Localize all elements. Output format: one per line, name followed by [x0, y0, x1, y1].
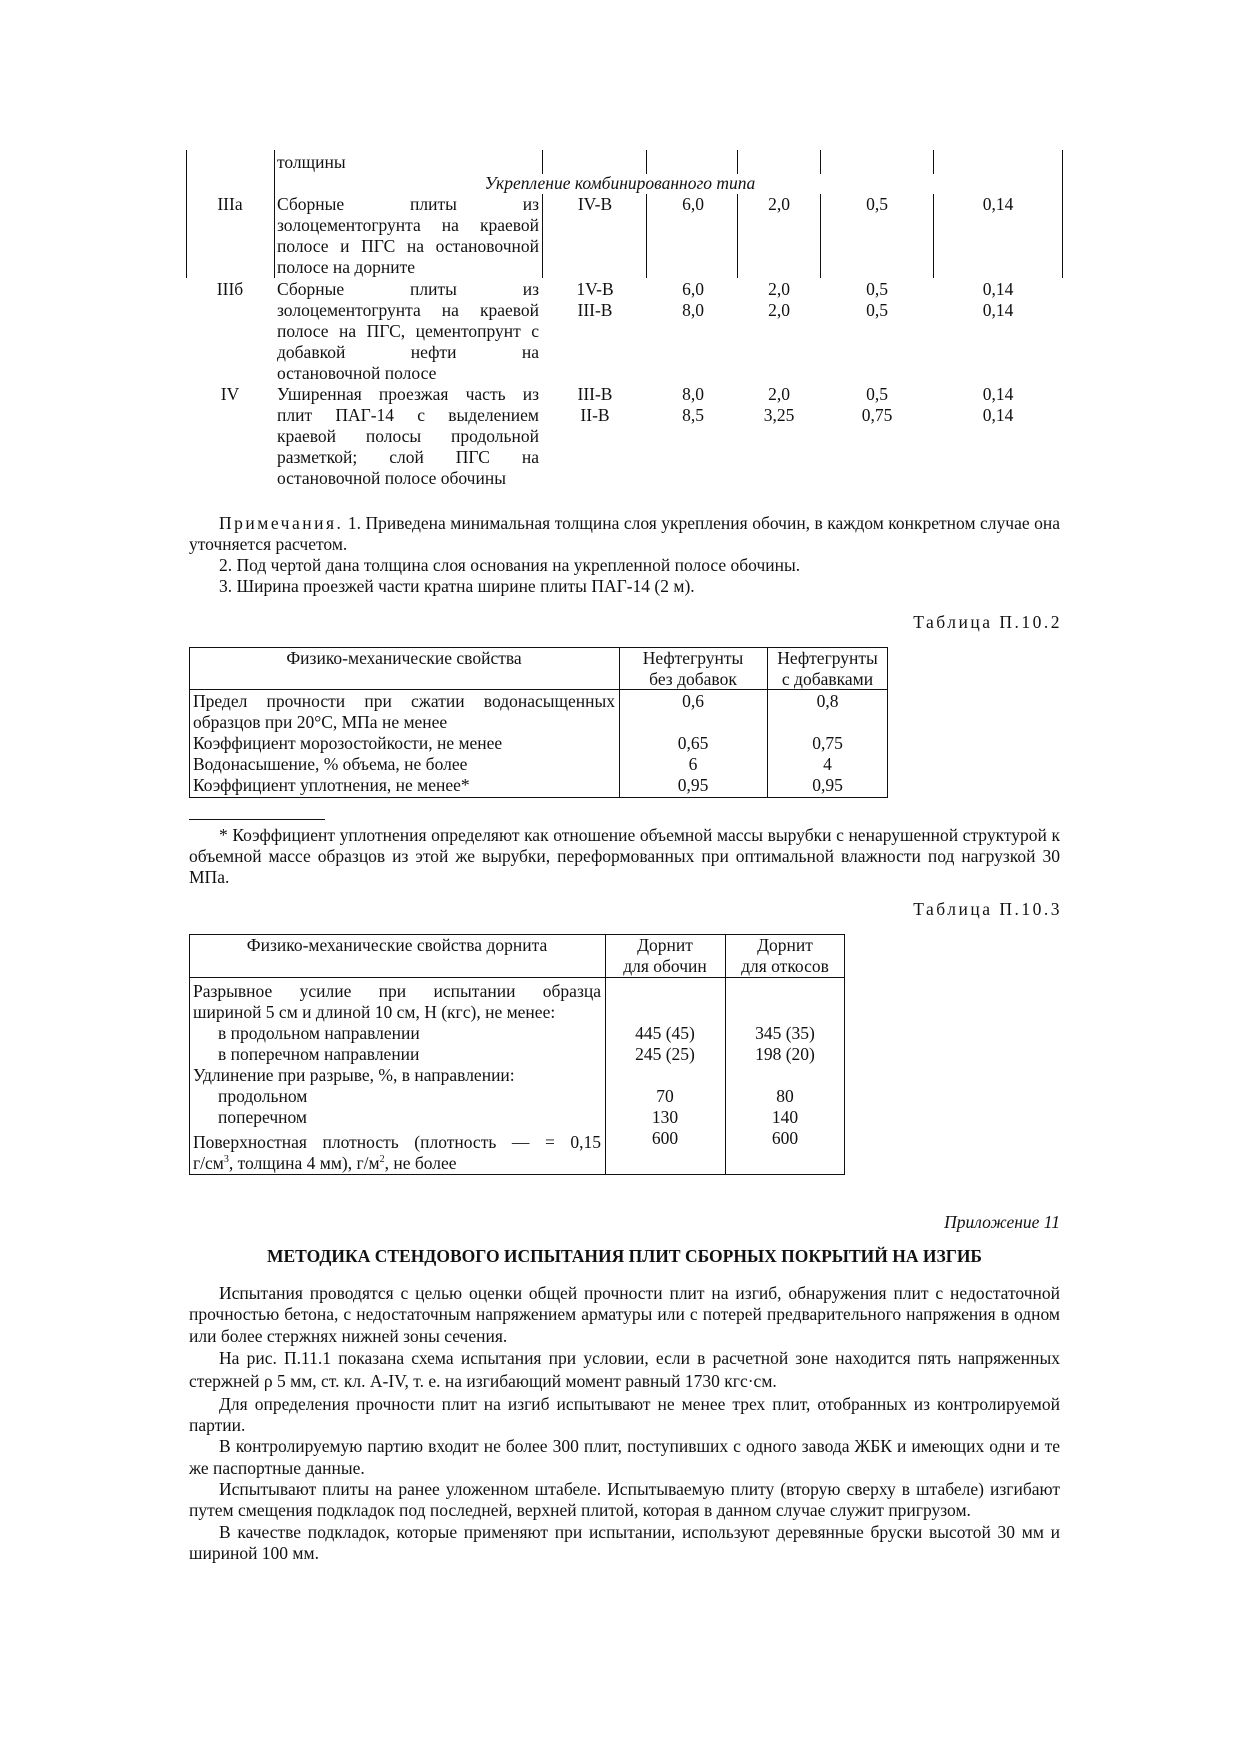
table1-rule	[186, 150, 187, 278]
notes-3: 3. Ширина проезжей части кратна ширине плиты ПАГ-14 (2 м).	[219, 576, 695, 596]
cell-value: 0,14 0,14	[982, 279, 1014, 320]
table1-rule	[646, 194, 647, 278]
paragraph: В контролируемую партию входит не более 300 плит, поступивших с одного завода ЖБК и имеющих одни и те же паспортные данные.	[189, 1436, 1060, 1478]
table2-property-column: Предел прочности при сжатии водонасыщенных образцов при 20°С, МПа не менее Коэффициент морозостойкости, не менее Водонасышение, % объема, не более Коэффициент уплотнения, не менее*	[193, 691, 615, 795]
table-row: поперечном	[218, 1107, 307, 1127]
table-row: Водонасышение, % объема, не более	[193, 754, 468, 774]
table3-col-slopes: 345 (35) 198 (20) 80 140 600	[755, 1023, 815, 1148]
paragraph: Испытывают плиты на ранее уложенном штабеле. Испытываемую плиту (вторую сверху в штабеле) изгибают путем смещения подкладок под последней, верхней плитой, которая в данном случае служит пригрузом.	[189, 1479, 1060, 1521]
table3-caption: Таблица П.10.3	[913, 899, 1062, 919]
cell-value: 0,14 0,14	[982, 384, 1014, 425]
paragraph: Испытания проводятся с целью оценки общей прочности плит на изгиб, обнаружения плит с недостаточной прочностью бетона, с недостаточным напряжением арматуры или с потерей предварительного напряжения в одном или более стержнях нижней зоны сечения.	[189, 1283, 1060, 1346]
notes-2: 2. Под чертой дана толщина слоя основания на укрепленной полосе обочины.	[219, 555, 801, 575]
table3-col-shoulders: 445 (45) 245 (25) 70 130 600	[635, 1023, 695, 1148]
table1-rule	[542, 150, 543, 174]
paragraph: Для определения прочности плит на изгиб испытывают не менее трех плит, отобранных из контролируемой партии.	[189, 1393, 1060, 1436]
footnote-separator	[189, 819, 325, 820]
cell-value: 0,5 0,75	[861, 384, 893, 425]
table2-caption: Таблица П.10.2	[913, 612, 1062, 632]
cell-class: 1V-B III-B	[576, 279, 614, 320]
table-row: Удлинение при разрыве, %, в направлении:	[193, 1065, 515, 1085]
row-description: Сборные плиты из золоцементогрунта на краевой полосе на ПГС, цементопрунт с добавкой нефти на остановочной полосе	[277, 279, 539, 383]
row-description: Сборные плиты из золоцементогрунта на краевой полосе и ПГС на остановочной полосе на дорните	[277, 194, 539, 277]
table-row: Разрывное усилие при испытании образца	[193, 981, 601, 1001]
cell-class: IV-B	[577, 194, 613, 214]
cell-value: 2,0 3,25	[763, 384, 795, 425]
table1-rule	[820, 194, 821, 278]
table1-rule	[933, 150, 934, 174]
table1-rule	[737, 150, 738, 174]
table1-cont-text: толщины	[277, 152, 346, 172]
table3-header-rule	[189, 977, 845, 978]
table1-section-title: Укрепление комбинированного типа	[484, 173, 756, 193]
cell-width: 6,0	[682, 194, 704, 214]
table1-rule	[542, 194, 543, 278]
paragraph: В качестве подкладок, которые применяют при испытании, используют деревянные бруски высотой 30 мм и шириной 100 мм.	[189, 1521, 1060, 1563]
table2-header-with-additives: Нефтегрунты с добавками	[777, 648, 878, 689]
table1-rule	[274, 150, 275, 278]
table-row: продольном	[218, 1086, 308, 1106]
table3-header-shoulders: Дорнит для обочин	[623, 935, 707, 976]
table1-rule	[646, 150, 647, 174]
appendix-title: МЕТОДИКА СТЕНДОВОГО ИСПЫТАНИЯ ПЛИТ СБОРНЫХ ПОКРЫТИЙ НА ИЗГИБ	[266, 1246, 983, 1266]
table-row: в поперечном направлении	[218, 1044, 420, 1064]
table2-col-no-additives: 0,6 0,65 6 0,95	[677, 691, 709, 795]
appendix-body	[189, 1283, 1060, 1564]
table1-rule	[820, 150, 821, 174]
cell-class: III-B II-B	[577, 384, 613, 425]
notes-1: Примечания. 1. Приведена минимальная толщина слоя укрепления обочин, в каждом конкретном случае она уточняется расчетом.	[189, 513, 1060, 554]
cell-value: 0,14	[982, 194, 1014, 214]
table2-col-with-additives: 0,8 0,75 4 0,95	[812, 691, 843, 795]
row-number: IV	[220, 384, 240, 404]
cell-width: 6,0 8,0	[682, 279, 704, 320]
table3-property-column: Разрывное усилие при испытании образца шириной 5 см и длиной 10 см, Н (кгс), не менее: в продольном направлении в поперечном направлении Удлинение при разрыве, %, в направлении: продольном поперечном Поверхностная плотность (плотность — = 0,15 $г/см^3$, толщина 4 мм), $г/м^2$, не более	[193, 981, 601, 1173]
paragraph: На рис. П.11.1 показана схема испытания при условии, если в расчетной зоне находится пять напряженных стержней ρ 5 мм, ст. кл. А-IV, т. е. на изгибающий момент равный 1730 кгс·см.	[189, 1347, 1060, 1392]
table3-header-property: Физико-механические свойства дорнита	[246, 935, 548, 955]
row-number: IIIб	[216, 279, 244, 299]
cell-value: 2,0 2,0	[768, 279, 790, 320]
table-row: Поверхностная плотность (плотность — = 0,15	[193, 1132, 601, 1152]
cell-value: 2,0	[768, 194, 790, 214]
appendix-label: Приложение 11	[944, 1212, 1060, 1232]
row-description: Уширенная проезжая часть из плит ПАГ-14 с выделением краевой полосы продольной разметкой; слой ПГС на остановочной полосе обочины	[277, 384, 539, 488]
cell-width: 8,0 8,5	[682, 384, 704, 425]
table-row: Коэффициент морозостойкости, не менее	[193, 733, 503, 753]
row-number: IIIа	[217, 194, 243, 214]
table2-footnote: * Коэффициент уплотнения определяют как отношение объемной массы вырубки с ненарушенной структурой к объемной массе образцов из этой же вырубки, переформованных при оптимальной влажности под нагрузкой 30 МПа.	[189, 825, 1060, 887]
table-row: Коэффициент уплотнения, не менее*	[193, 775, 470, 795]
table3-header-slopes: Дорнит для откосов	[741, 935, 829, 976]
table-row: в продольном направлении	[218, 1023, 420, 1043]
table2-header-no-additives: Нефтегрунты без добавок	[642, 648, 744, 689]
table2-header-property: Физико-механические свойства	[286, 648, 522, 668]
cell-value: 0,5 0,5	[866, 279, 888, 320]
cell-value: 0,5	[866, 194, 888, 214]
table1-rule	[933, 194, 934, 278]
table1-rule	[1062, 150, 1063, 278]
table-row: Предел прочности при сжатии водонасыщенных	[193, 691, 615, 711]
